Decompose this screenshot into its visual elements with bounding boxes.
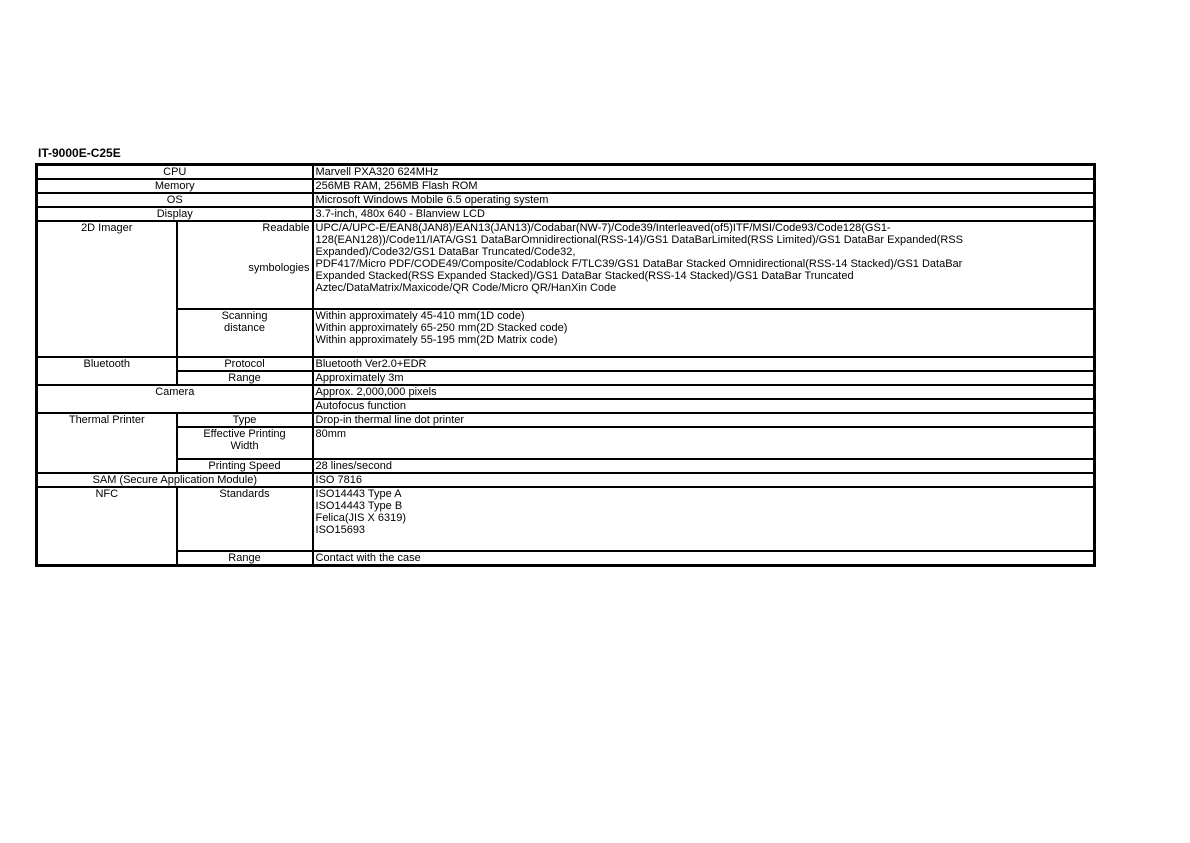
spec-table [35, 163, 1096, 567]
nfc-label: NFC [37, 487, 177, 566]
table-row [37, 165, 1095, 180]
camera-value: Approx. 2,000,000 pixels [313, 385, 1095, 399]
nfc-standard-line: ISO14443 Type A [315, 488, 402, 500]
readable-label-line1: Readable [262, 222, 310, 234]
scan-line: Within approximately 45-410 mm(1D code) [315, 310, 525, 322]
symbology-line: UPC/A/UPC-E/EAN8(JAN8)/EAN13(JAN13)/Codabar(NW-7)/Code39/Interleaved(of5)ITF/MSI/Code93/Code128(GS1- [315, 222, 891, 234]
imager-label: 2D Imager [37, 221, 177, 357]
scanning-distance-label [177, 309, 313, 357]
display-value: 3.7-inch, 480x 640 - Blanview LCD [313, 207, 1095, 221]
sam-label: SAM (Secure Application Module) [37, 473, 313, 487]
nfc-standard-line: ISO14443 Type B [315, 500, 403, 512]
printing-width-line2: Width [230, 440, 259, 452]
memory-value: 256MB RAM, 256MB Flash ROM [313, 179, 1095, 193]
scanning-label-line1: Scanning [221, 310, 268, 322]
scanning-label-line2: distance [224, 322, 265, 334]
cpu-value: Marvell PXA320 624MHz [313, 165, 1095, 180]
camera-value: Autofocus function [313, 399, 1095, 413]
table-row [37, 487, 1095, 551]
nfc-range-value: Contact with the case [313, 551, 1095, 566]
scan-line: Within approximately 65-250 mm(2D Stacked code) [315, 322, 568, 334]
protocol-value: Bluetooth Ver2.0+EDR [313, 357, 1095, 371]
table-row [37, 459, 1095, 473]
nfc-standard-line: Felica(JIS X 6319) [315, 512, 406, 524]
bluetooth-label: Bluetooth [37, 357, 177, 385]
table-row [37, 207, 1095, 221]
sam-value: ISO 7816 [313, 473, 1095, 487]
printing-speed-value: 28 lines/second [313, 459, 1095, 473]
nfc-standards-label: Standards [177, 487, 313, 551]
scan-line: Within approximately 55-195 mm(2D Matrix code) [315, 334, 558, 346]
symbology-line: 128(EAN128))/Code11/IATA/GS1 DataBarOmnidirectional(RSS-14)/GS1 DataBarLimited(RSS Limited)/GS1 DataBar Expanded(RSS [315, 234, 963, 246]
table-row [37, 357, 1095, 371]
scanning-distance-value [313, 309, 1095, 357]
symbology-line: Aztec/DataMatrix/Maxicode/QR Code/Micro QR/HanXin Code [315, 282, 617, 294]
table-row [37, 221, 1095, 309]
table-row [37, 309, 1095, 357]
nfc-standards-value [313, 487, 1095, 551]
table-row [37, 413, 1095, 427]
cpu-label: CPU [37, 165, 313, 180]
camera-label: Camera [37, 385, 313, 413]
nfc-standard-line: ISO15693 [315, 524, 366, 536]
table-row [37, 551, 1095, 566]
table-row [37, 179, 1095, 193]
symbology-line: Expanded Stacked(RSS Expanded Stacked)/GS1 DataBar Stacked(RSS-14 Stacked)/GS1 DataBar Truncated [315, 270, 854, 282]
table-row [37, 371, 1095, 385]
memory-label: Memory [37, 179, 313, 193]
symbology-line: PDF417/Micro PDF/CODE49/Composite/Codablock F/TLC39/GS1 DataBar Stacked Omnidirectional(RSS-14 Stacked)/GS1 DataBar [315, 258, 963, 270]
table-row [37, 427, 1095, 459]
os-label: OS [37, 193, 313, 207]
printer-type-value: Drop-in thermal line dot printer [313, 413, 1095, 427]
readable-label-line2: symbologies [248, 262, 310, 274]
document-title: IT-9000E-C25E [38, 146, 121, 160]
readable-symbologies-value [313, 221, 1095, 309]
printing-width-label [177, 427, 313, 459]
printing-width-value: 80mm [313, 427, 1095, 459]
table-row [37, 473, 1095, 487]
table-row [37, 385, 1095, 399]
table-row [37, 193, 1095, 207]
nfc-range-label: Range [177, 551, 313, 566]
printing-width-line1: Effective Printing [203, 428, 286, 440]
display-label: Display [37, 207, 313, 221]
protocol-label: Protocol [177, 357, 313, 371]
os-value: Microsoft Windows Mobile 6.5 operating system [313, 193, 1095, 207]
bluetooth-range-value: Approximately 3m [313, 371, 1095, 385]
printer-type-label: Type [177, 413, 313, 427]
readable-symbologies-label [177, 221, 313, 309]
symbology-line: Expanded)/Code32/GS1 DataBar Truncated/Code32, [315, 246, 576, 258]
bluetooth-range-label: Range [177, 371, 313, 385]
printer-label: Thermal Printer [37, 413, 177, 473]
printing-speed-label: Printing Speed [177, 459, 313, 473]
